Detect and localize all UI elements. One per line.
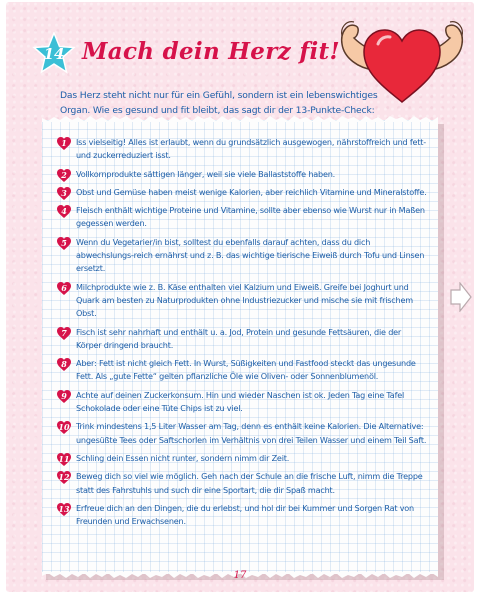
page-title: Mach dein Herz fit! <box>82 38 340 65</box>
checklist-item <box>56 186 428 199</box>
checklist-item <box>56 326 428 353</box>
checklist-item <box>56 420 428 447</box>
item-text: Vollkornprodukte sättigen länger, weil sie viele Ballaststoffe haben. <box>76 168 336 179</box>
item-text: Fisch ist sehr nahrhaft und enthält u. a. Jod, Protein und gesunde Fettsäuren, die der Körper dringend braucht. <box>76 326 402 350</box>
checklist-item <box>56 357 428 384</box>
checklist <box>56 136 428 533</box>
checklist-item <box>56 452 428 465</box>
item-number: 2 <box>61 169 67 180</box>
item-number: 13 <box>58 503 70 514</box>
item-text: Obst und Gemüse haben meist wenige Kalorien, aber reichlich Vitamine und Mineralstoffe. <box>76 186 427 197</box>
item-text: Milchprodukte wie z. B. Käse enthalten viel Kalzium und Eiweiß. Greife bei Joghurt und Quark am besten zu Naturprodukten ohne Industriezucker und mische sie mit frischem Obst. <box>76 281 413 319</box>
checklist-item <box>56 168 428 181</box>
item-text: Trink mindestens 1,5 Liter Wasser am Tag, denn es enthält keine Kalorien. Die Alternative: ungesüßte Tees oder Saftschorlen im Verhältnis von drei Teilen Wasser und einem Teil Saft. <box>76 421 427 445</box>
item-text: Schling dein Essen nicht runter, sondern nimm dir Zeit. <box>76 452 290 463</box>
item-number: 12 <box>58 472 70 483</box>
badge-number: 14 <box>43 45 65 63</box>
page-number: 17 <box>233 570 247 581</box>
book-page <box>6 2 474 592</box>
torn-edge-top <box>42 114 438 122</box>
item-number: 9 <box>61 390 67 401</box>
item-text: Iss vielseitig! Alles ist erlaubt, wenn du grundsätzlich ausgewogen, nährstoffreich und fett- und zuckerreduziert isst. <box>76 137 426 161</box>
item-text: Achte auf deinen Zuckerkonsum. Hin und wieder Naschen ist ok. Jeden Tag eine Tafel Schokolade oder eine Tüte Chips ist zu viel. <box>76 389 405 414</box>
number-badge <box>32 32 76 76</box>
item-text: Fleisch enthält wichtige Proteine und Vitamine, sollte aber ebenso wie Wurst nur in Maßen gegessen werden. <box>76 205 425 229</box>
checklist-item <box>56 281 428 321</box>
item-number: 1 <box>61 138 67 148</box>
item-number: 10 <box>58 422 70 433</box>
checklist-item <box>56 236 428 276</box>
item-number: 11 <box>58 453 70 464</box>
item-number: 8 <box>61 359 67 370</box>
checklist-item <box>56 470 428 497</box>
item-number: 5 <box>61 237 67 248</box>
item-text: Beweg dich so viel wie möglich. Geh nach der Schule an die frische Luft, nimm die Treppe statt des Fahrstuhls und such dir eine Sportart, die dir Spaß macht. <box>76 471 423 495</box>
paper-sheet <box>42 120 438 574</box>
checklist-item <box>56 204 428 231</box>
item-number: 4 <box>61 206 67 217</box>
checklist-item <box>56 389 428 416</box>
checklist-item <box>56 502 428 529</box>
item-number: 3 <box>61 187 67 198</box>
item-text: Aber: Fett ist nicht gleich Fett. In Wurst, Süßigkeiten und Fastfood steckt das ungesunde Fett. Als „gute Fette“ gelten pflanzliche Öle wie Oliven- oder Sonnenblumenöl. <box>76 358 416 382</box>
item-number: 6 <box>61 282 67 293</box>
checklist-item <box>56 136 428 163</box>
intro-text: Das Herz steht nicht nur für ein Gefühl, sondern ist ein lebenswichtiges Organ. Wie es gesund und fit bleibt, das sagt dir der 13-Punkte-Check: <box>60 90 378 116</box>
checklist-paper <box>42 120 444 582</box>
item-text: Wenn du Vegetarier/in bist, solltest du ebenfalls darauf achten, dass du dich abwechslungs-reich ernährst und z. B. das wichtige tierische Eiweiß durch Tofu und Linsen ersetzt. <box>76 236 425 274</box>
next-page-arrow-icon[interactable] <box>450 282 472 312</box>
item-number: 7 <box>61 327 67 338</box>
item-text: Erfreue dich an den Dingen, die du erlebst, und hol dir bei Kummer und Sorgen Rat von Freunden und Erwachsenen. <box>76 502 414 527</box>
